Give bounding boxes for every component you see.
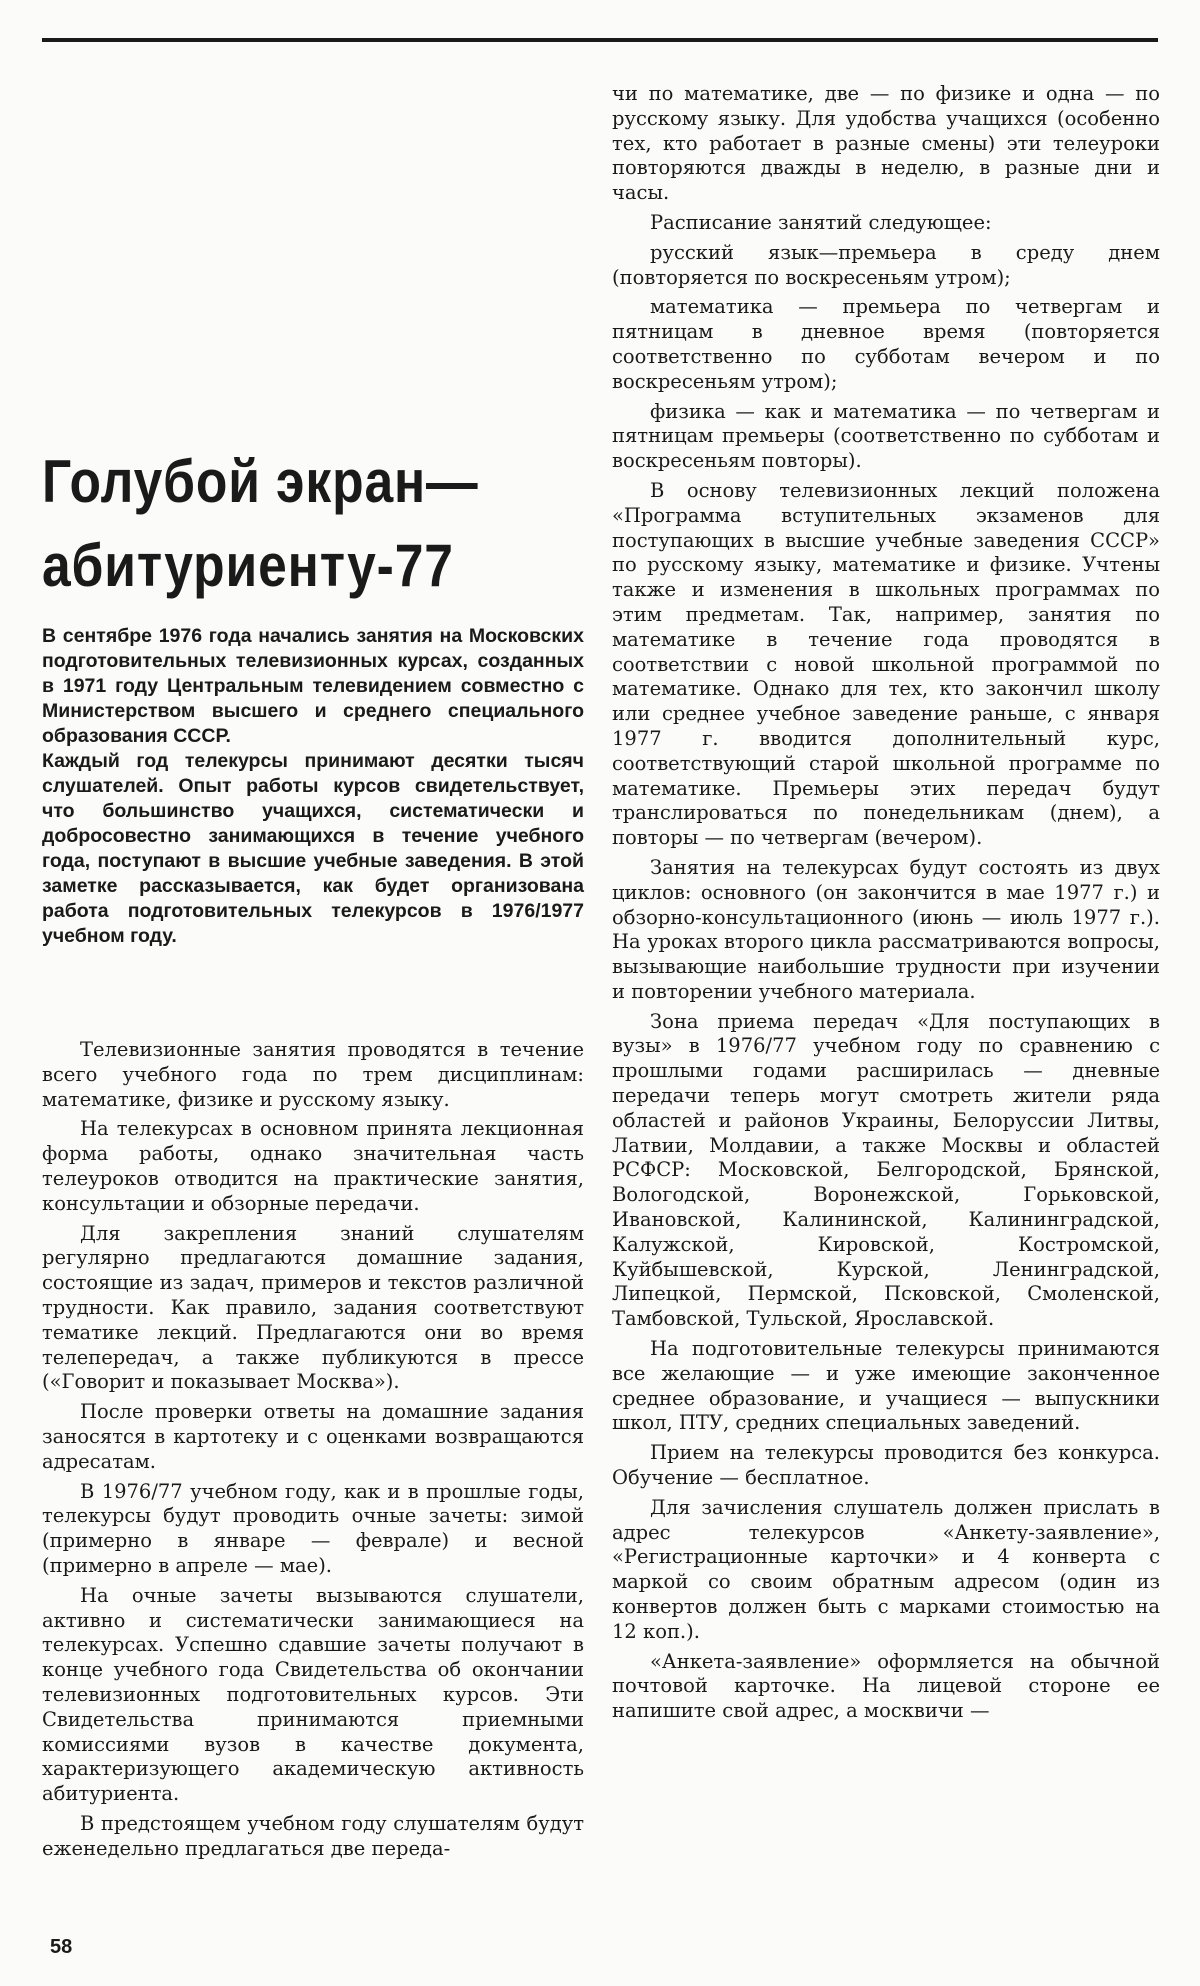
top-rule — [42, 38, 1158, 42]
body-paragraph: В основу телевизионных лекций положена «Программа вступительных экзаменов для поступающих в высшие учебные заведения СССР» по русскому языку, математике и физике. Учтены также и изменения в школьных программах по этим предметам. Так, например, занятия по математике в течение года проводятся в соответствии с новой школьной программой по математике. Однако для тех, кто закончил школу или среднее учебное заведение раньше, с января 1977 г. вводится дополнительный курс, соответствующий старой школьной программе по математике. Премьеры этих передач будут транслироваться по понедельникам (днем), а повторы — по четвергам (вечером). — [612, 478, 1160, 850]
body-paragraph: В 1976/77 учебном году, как и в прошлые годы, телекурсы будут проводить очные зачеты: зимой (примерно в январе — феврале) и весной (примерно в апреле — мае). — [42, 1479, 584, 1577]
body-paragraph-continued: чи по математике, две — по физике и одна — по русскому языку. Для удобства учащихся (особенно тех, кто работает в разные смены) эти телеуроки повторяются дважды в неделю, в разные дни и часы. — [612, 82, 1160, 205]
body-paragraph: «Анкета-заявление» оформляется на обычной почтовой карточке. На лицевой стороне ее напишите свой адрес, а москвичи — — [612, 1649, 1160, 1723]
lead-text: Каждый год телекурсы принимают десятки тысяч слушателей. Опыт работы курсов свидетельствует, что большинство учащихся, систематически и добросовестно занимающихся в течение учебного года, поступают в высшие учебные заведения. В этой заметке рассказывается, как будет организована работа подготовительных телекурсов в 1976/1977 учебном году. — [42, 750, 584, 947]
article-title — [42, 440, 506, 608]
right-column — [612, 82, 1160, 1729]
schedule-item: математика — премьера по четвергам и пятницам в дневное время (повторяется соответственно по субботам вечером и по воскресеньям утром); — [612, 295, 1160, 393]
body-paragraph: Для зачисления слушатель должен прислать в адрес телекурсов «Анкету-заявление», «Регистрационные карточки» и 4 конверта с маркой со своим обратным адресом (один из конвертов должен быть с марками стоимостью на 12 коп.). — [612, 1495, 1160, 1643]
schedule-item: физика — как и математика — по четвергам и пятницам премьеры (соответственно по субботам и воскресеньям повторы). — [612, 399, 1160, 473]
body-paragraph: Занятия на телекурсах будут состоять из двух циклов: основного (он закончится в мае 1977 г.) и обзорно-консультационного (июнь — июль 1977 г.). На уроках второго цикла рассматриваются вопросы, вызывающие наибольшие трудности при изучении и повторении учебного материала. — [612, 855, 1160, 1003]
body-paragraph: На подготовительные телекурсы принимаются все желающие — и уже имеющие законченное среднее образование, и учащиеся — выпускники школ, ПТУ, средних специальных заведений. — [612, 1337, 1160, 1435]
lead-text: В сентябре 1976 года начались занятия на Московских подготовительных телевизионных курсах, созданных в 1971 году Центральным телевидением совместно с Министерством высшего и среднего специального образования СССР. — [42, 625, 584, 747]
body-paragraph: На телекурсах в основном принята лекционная форма работы, однако значительная часть телеуроков отводится на практические занятия, консультации и обзорные передачи. — [42, 1117, 584, 1215]
lead-paragraph — [42, 624, 584, 949]
left-column — [42, 1038, 584, 1867]
page-number: 58 — [50, 1936, 73, 1958]
body-paragraph: В предстоящем учебном году слушателям будут еженедельно предлагаться две переда- — [42, 1811, 584, 1860]
body-paragraph: Расписание занятий следующее: — [650, 210, 992, 234]
title-line-2: абитуриенту-77 — [42, 532, 454, 599]
body-paragraph: Прием на телекурсы проводится без конкурса. Обучение — бесплатное. — [612, 1441, 1160, 1490]
schedule-item: русский язык—премьера в среду днем (повторяется по воскресеньям утром); — [612, 240, 1160, 289]
body-paragraph: Телевизионные занятия проводятся в течение всего учебного года по трем дисциплинам: математике, физике и русскому языку. — [42, 1038, 584, 1111]
body-paragraph: Зона приема передач «Для поступающих в вузы» в 1976/77 учебном году по сравнению с прошлыми годами расширилась — дневные передачи теперь могут смотреть жители ряда областей и районов Украины, Белоруссии Литвы, Латвии, Молдавии, а также Москвы и областей РСФСР: Московской, Белгородской, Брянской, Вологодской, Воронежской, Горьковской, Ивановской, Калининской, Калининградской, Калужской, Кировской, Костромской, Куйбышевской, Курской, Ленинградской, Липецкой, Пермской, Псковской, Смоленской, Тамбовской, Тульской, Ярославской. — [612, 1009, 1160, 1331]
title-line-1: Голубой экран— — [42, 448, 479, 515]
body-paragraph: Для закрепления знаний слушателям регулярно предлагаются домашние задания, состоящие из задач, примеров и текстов различной трудности. Как правило, задания соответствуют тематике лекций. Предлагаются они во время телепередач, а также публикуются в прессе («Говорит и показывает Москва»). — [42, 1221, 584, 1394]
body-paragraph: На очные зачеты вызываются слушатели, активно и систематически занимающиеся на телекурсах. Успешно сдавшие зачеты получают в конце учебного года Свидетельства об окончании телевизионных подготовительных курсов. Эти Свидетельства принимаются приемными комиссиями вузов в качестве документа, характеризующего академическую активность абитуриента. — [42, 1583, 584, 1806]
body-paragraph: После проверки ответы на домашние задания заносятся в картотеку и с оценками возвращаются адресатам. — [42, 1400, 584, 1473]
